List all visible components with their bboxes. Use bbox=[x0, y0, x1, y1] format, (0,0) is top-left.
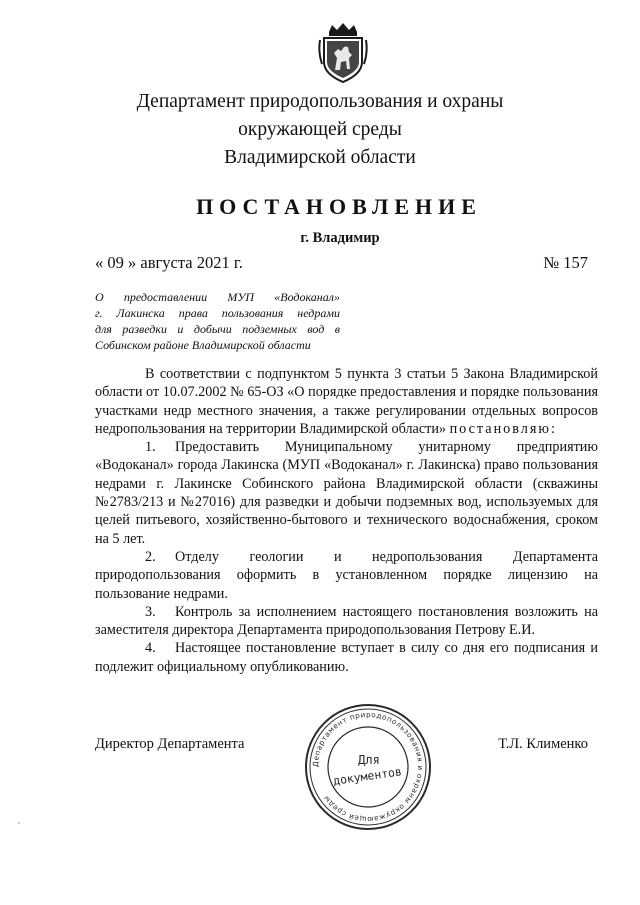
document-city: г. Владимир bbox=[300, 230, 380, 246]
preamble-text: В соответствии с подпунктом 5 пункта 3 статьи 5 Закона Владимирской области от 10.07.2002 № 65-ОЗ «О порядке предоставления и порядке пользования участками недр местного значения, а также регулировании отдельных вопросов недропользования на территории Владимирской области» bbox=[95, 366, 598, 437]
department-line-1: Департамент природопользования и охраны bbox=[136, 91, 504, 112]
stamp-center-line-1: Для bbox=[358, 753, 380, 767]
document-date: « 09 » августа 2021 г. bbox=[95, 253, 243, 272]
item-text: Настоящее постановление вступает в силу со дня его подписания и подлежит официальному опубликованию. bbox=[95, 640, 598, 675]
item-number: 2. bbox=[145, 548, 156, 565]
list-item bbox=[95, 438, 598, 548]
document-body bbox=[95, 365, 598, 676]
document-title: ПОСТАНОВЛЕНИЕ bbox=[196, 194, 482, 219]
list-item bbox=[95, 548, 598, 603]
subject-line-3: для разведки и добычи подземных вод в bbox=[95, 322, 340, 336]
document-number: № 157 bbox=[543, 253, 588, 272]
subject-line-2: г. Лакинска права пользования недрами bbox=[95, 306, 340, 320]
item-text: Контроль за исполнением настоящего постановления возложить на заместителя директора Департамента природопользования Петрову Е.И. bbox=[95, 603, 598, 639]
item-number: 3. bbox=[145, 603, 156, 620]
department-line-2: окружающей среды bbox=[238, 119, 402, 140]
vladimir-coat-of-arms-icon bbox=[318, 22, 368, 84]
item-text: Предоставить Муниципальному унитарному предприятию «Водоканал» города Лакинска (МУП «Водоканал» г. Лакинска) право пользования недрами г. Лакинске Собинского района Владимирской области (скважины №2783/213 и №27016) для разведки и добычи подземных вод, используемых для целей питьевого, хозяйственно-бытового и технического водоснабжения, сроком на 5 лет. bbox=[95, 439, 598, 547]
department-name bbox=[0, 88, 640, 172]
signature-name: Т.Л. Клименко bbox=[498, 736, 588, 752]
official-stamp bbox=[303, 702, 433, 832]
list-item bbox=[95, 639, 598, 676]
resolve-word: постановляю: bbox=[449, 420, 557, 437]
list-item bbox=[95, 603, 598, 640]
item-number: 4. bbox=[145, 640, 156, 657]
subject-line-1: О предоставлении МУП «Водоканал» bbox=[95, 290, 340, 304]
signature-role: Директор Департамента bbox=[95, 736, 245, 752]
scan-artifact bbox=[18, 822, 20, 824]
item-text: Отделу геологии и недропользования Департамента природопользования оформить в установленном порядке лицензию на пользование недрами. bbox=[95, 548, 598, 602]
document-subject bbox=[95, 289, 340, 353]
subject-line-4: Собинском районе Владимирской области bbox=[95, 338, 311, 352]
item-number: 1. bbox=[145, 439, 156, 456]
department-line-3: Владимирской области bbox=[224, 147, 416, 168]
stamp-ring-text: Департамент природопользования и охраны окружающей среды bbox=[310, 709, 426, 825]
stamp-center-line-2: документов bbox=[332, 764, 403, 788]
preamble-paragraph bbox=[95, 365, 598, 438]
